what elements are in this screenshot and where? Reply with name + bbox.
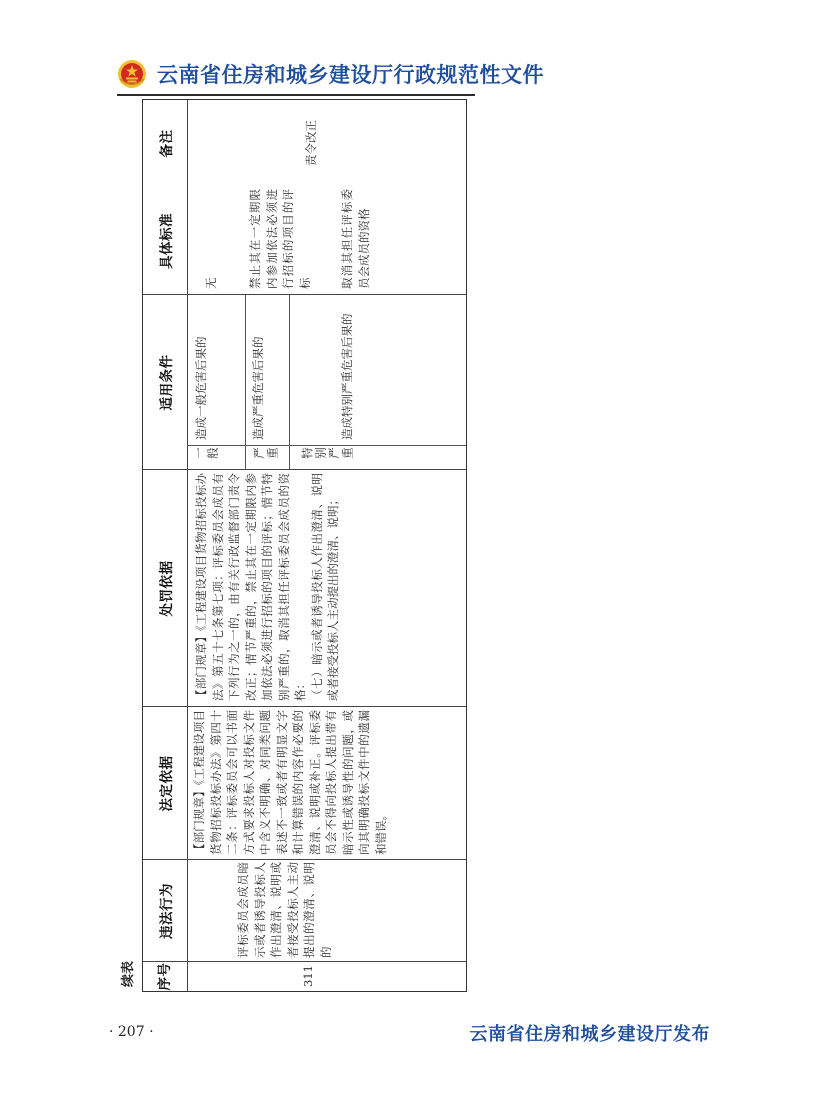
- header-violation: 违法行为: [159, 883, 175, 939]
- penalty-basis-para-1: 【部门规章】《工程建设项目货物招标投标办法》第五十七条第七项：评标委员会成员有下列行为之一的，由有关行政监督部门责令改正；情节严重的，禁止其在一定期限内参加依法必须进行招标的项目的评标；情节特别严重的，取消其担任评标委员会成员的资格：: [194, 473, 307, 701]
- header-seq-label: 序号: [156, 962, 173, 991]
- penalty-table: [142, 99, 467, 992]
- degree-general: 一般: [193, 446, 220, 460]
- level-divider: [289, 295, 290, 470]
- condition-very-serious: 造成特别严重危害后果的: [340, 313, 354, 440]
- penalty-basis-para-2: （七）暗示或者诱导投标人作出澄清、说明或者接受投标人主动提出的澄清、说明；: [309, 473, 340, 701]
- header-seq: [143, 962, 187, 991]
- degree-serious: 严重: [253, 446, 280, 460]
- header-remarks: 备注: [159, 129, 175, 158]
- condition-serious: 造成严重危害后果的: [251, 336, 265, 440]
- header-conditions: 适用条件: [159, 354, 175, 411]
- degree-very-serious: 特别严重: [301, 446, 355, 460]
- standard-serious: 禁止其在一定期限内参加依法必须进行招标的项目的评标: [248, 189, 312, 289]
- table-rotated-layer: [143, 100, 466, 991]
- remarks-text: 责令改正: [304, 120, 318, 166]
- document-header: [117, 56, 544, 92]
- national-emblem-icon: [117, 59, 147, 89]
- header-penalty-basis: 处罚依据: [159, 560, 175, 617]
- legal-basis-text: 【部门规章】《工程建设项目货物招标投标办法》第四十二条：评标委员会可以书面方式要求投标人对投标文件中含义不明确、对同类问题表述不一致或者有明显文字和计算错误的内容作必要的澄清、说明或补正。评标委员会不得向投标人提出带有暗示性或诱导性的问题，或向其明确投标文件中的遗漏和错误。: [192, 710, 388, 855]
- row-seq: 311: [301, 965, 315, 987]
- page-number: · 207 ·: [109, 1024, 154, 1040]
- col-divider: [143, 859, 466, 860]
- col-divider: [143, 706, 466, 707]
- publisher: 云南省住房和城乡建设厅发布: [469, 1024, 710, 1045]
- continuation-label: 续表: [120, 961, 136, 988]
- condition-general: 造成一般危害后果的: [194, 336, 208, 440]
- header-rule: [117, 94, 475, 96]
- header-standards: 具体标准: [159, 213, 175, 269]
- penalty-basis-text: [193, 473, 342, 701]
- header-legal-basis: 法定依据: [159, 755, 175, 812]
- level-divider: [245, 295, 246, 470]
- standard-very-serious: 取消其担任评标委员会成员的资格: [340, 189, 371, 289]
- col-divider: [143, 469, 466, 470]
- col-divider: [143, 961, 466, 962]
- col-divider: [143, 294, 466, 295]
- standard-general: 无: [204, 277, 218, 289]
- header-divider: [187, 100, 188, 991]
- violation-text: 评标委员会成员暗示或者诱导投标人作出澄清、说明或者接受投标人主动提出的澄清、说明的: [236, 862, 333, 958]
- header-title: 云南省住房和城乡建设厅行政规范性文件: [157, 63, 544, 87]
